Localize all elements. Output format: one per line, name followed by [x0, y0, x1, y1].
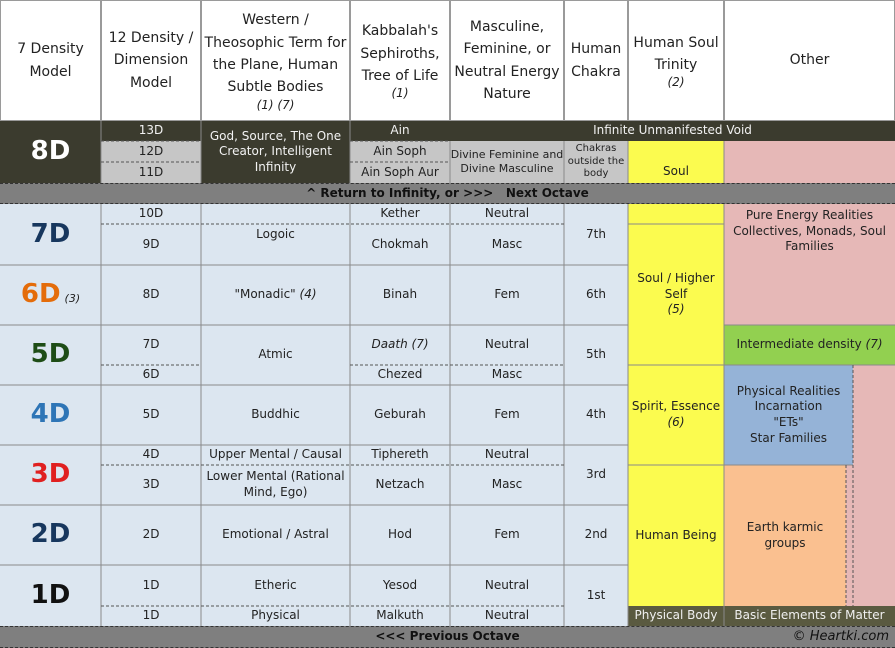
kabbalah-daath: Daath (7)	[350, 325, 450, 365]
dim-3d: 3D	[101, 465, 201, 505]
kabbalah-chokmah: Chokmah	[350, 224, 450, 265]
star-families-text: Star Families	[750, 430, 827, 445]
trinity-spirit	[628, 365, 724, 465]
dim-9d: 9D	[101, 224, 201, 265]
header-label: Western / Theosophic Term for the Plane, Human Subtle Bodies	[204, 12, 347, 96]
spirit-note: (6)	[667, 415, 685, 429]
other-8d-pink	[724, 141, 895, 183]
dim-12d: 12D	[101, 141, 201, 162]
energy-neutral-1d-b: Neutral	[450, 606, 564, 626]
dim-10d: 10D	[101, 204, 201, 224]
density-7d-label: 7D	[0, 204, 101, 265]
next-octave-text: Next Octave	[505, 185, 589, 200]
dim-6d: 6D	[101, 365, 201, 385]
copyright: © Heartki.com	[792, 628, 889, 644]
header-note: (1) (7)	[256, 97, 295, 112]
energy-neutral-1d-a: Neutral	[450, 565, 564, 606]
density-1d-label: 1D	[0, 565, 101, 626]
intermediate-note: (7)	[865, 337, 883, 352]
energy-neutral-3d: Neutral	[450, 445, 564, 465]
header-chakra	[564, 0, 628, 121]
energy-neutral-5d: Neutral	[450, 325, 564, 365]
header-label: Other	[789, 52, 830, 69]
other-karmic-groups: Earth karmic groups	[724, 465, 846, 606]
western-lower-mental: Lower Mental (Rational Mind, Ego)	[201, 465, 350, 505]
western-etheric: Etheric	[201, 565, 350, 606]
trinity-soul: Soul	[628, 141, 724, 183]
header-other	[724, 0, 895, 121]
density-5d-label: 5D	[0, 325, 101, 385]
infinite-void: Infinite Unmanifested Void	[450, 121, 895, 141]
energy-fem-6d: Fem	[450, 265, 564, 325]
header-label: 7 Density Model	[17, 41, 84, 80]
energy-masc-5d: Masc	[450, 365, 564, 385]
chakra-5th: 5th	[564, 325, 628, 385]
header-label: Kabbalah's Sephiroths, Tree of Life	[360, 23, 440, 85]
energy-fem-2d: Fem	[450, 505, 564, 565]
energy-neutral-7d: Neutral	[450, 204, 564, 224]
chakra-1st: 1st	[564, 565, 628, 626]
chakra-6th: 6th	[564, 265, 628, 325]
trinity-physical-body: Physical Body	[628, 606, 724, 626]
western-atmic: Atmic	[201, 325, 350, 385]
chakras-outside: Chakras outside the body	[564, 141, 628, 183]
header-label: Human Chakra	[570, 41, 622, 80]
western-physical: Physical	[201, 606, 350, 626]
kabbalah-ain: Ain	[350, 121, 450, 141]
chakra-2nd: 2nd	[564, 505, 628, 565]
chakra-7th: 7th	[564, 204, 628, 265]
density-6d-text: 6D	[20, 279, 61, 310]
western-monadic-note: (4)	[299, 287, 317, 302]
previous-octave-bar: <<< Previous Octave	[0, 626, 895, 648]
kabbalah-geburah: Geburah	[350, 385, 450, 445]
kabbalah-chezed: Chezed	[350, 365, 450, 385]
other-intermediate	[724, 325, 895, 365]
dim-2d: 2D	[101, 505, 201, 565]
chakra-3rd: 3rd	[564, 445, 628, 505]
chakra-4th: 4th	[564, 385, 628, 445]
western-emotional: Emotional / Astral	[201, 505, 350, 565]
header-trinity	[628, 0, 724, 121]
energy-masc-3d: Masc	[450, 465, 564, 505]
header-label: Masculine, Feminine, or Neutral Energy Nature	[454, 18, 560, 102]
trinity-human-being: Human Being	[628, 465, 724, 606]
density-6d-label	[0, 265, 101, 325]
trinity-top-yellow	[628, 204, 724, 224]
header-western	[201, 0, 350, 121]
western-god-source: God, Source, The One Creator, Intelligent Infinity	[201, 121, 350, 183]
kabbalah-netzach: Netzach	[350, 465, 450, 505]
other-pure-energy: Pure Energy Realities Collectives, Monads, Soul Families	[724, 204, 895, 325]
dim-1d-etheric: 1D	[101, 565, 201, 606]
spirit-text: Spirit, Essence	[631, 399, 721, 414]
return-text: ^ Return to Infinity, or >>>	[306, 185, 494, 200]
header-note: (2)	[667, 75, 685, 90]
density-8d-label: 8D	[0, 121, 101, 183]
western-monadic	[201, 265, 350, 325]
divine-energy: Divine Feminine and Divine Masculine	[450, 141, 564, 183]
header-7-density	[0, 0, 101, 121]
energy-fem-4d: Fem	[450, 385, 564, 445]
kabbalah-hod: Hod	[350, 505, 450, 565]
trinity-higher-self	[628, 224, 724, 365]
other-pink-strip	[853, 365, 895, 606]
western-monadic-text: "Monadic"	[234, 287, 296, 302]
higher-self-note: (5)	[667, 302, 685, 317]
header-note: (1)	[391, 86, 409, 101]
header-kabbalah	[350, 0, 450, 121]
dim-11d: 11D	[101, 162, 201, 183]
physical-realities-text: Physical Realities	[736, 383, 841, 398]
western-upper-mental: Upper Mental / Causal	[201, 445, 350, 465]
density-3d-label: 3D	[0, 445, 101, 505]
header-energy	[450, 0, 564, 121]
kabbalah-yesod: Yesod	[350, 565, 450, 606]
kabbalah-binah: Binah	[350, 265, 450, 325]
header-label: Human Soul Trinity	[633, 34, 719, 73]
intermediate-text: Intermediate density	[736, 337, 862, 352]
header-12-density	[101, 0, 201, 121]
header-label: 12 Density / Dimension Model	[108, 29, 194, 91]
dim-5d: 5D	[101, 385, 201, 445]
kabbalah-tiphereth: Tiphereth	[350, 445, 450, 465]
other-pink-gap	[846, 465, 853, 606]
other-physical-realities	[724, 365, 853, 465]
density-6d-note: (3)	[64, 291, 81, 305]
dim-13d: 13D	[101, 121, 201, 141]
density-2d-label: 2D	[0, 505, 101, 565]
incarnation-text: Incarnation	[754, 399, 823, 414]
kabbalah-kether: Kether	[350, 204, 450, 224]
western-buddhic: Buddhic	[201, 385, 350, 445]
dim-8d: 8D	[101, 265, 201, 325]
kabbalah-ain-soph: Ain Soph	[350, 141, 450, 162]
dim-7d: 7D	[101, 325, 201, 365]
kabbalah-malkuth: Malkuth	[350, 606, 450, 626]
western-logoic: Logoic	[201, 204, 350, 265]
kabbalah-ain-soph-aur: Ain Soph Aur	[350, 162, 450, 183]
other-basic-elements: Basic Elements of Matter	[724, 606, 895, 626]
dim-4d: 4D	[101, 445, 201, 465]
return-to-infinity-bar	[0, 183, 895, 204]
ets-text: "ETs"	[773, 415, 804, 429]
density-4d-label: 4D	[0, 385, 101, 445]
energy-masc-7d: Masc	[450, 224, 564, 265]
higher-self-text: Soul / Higher Self	[637, 271, 715, 301]
dim-1d-physical: 1D	[101, 606, 201, 626]
